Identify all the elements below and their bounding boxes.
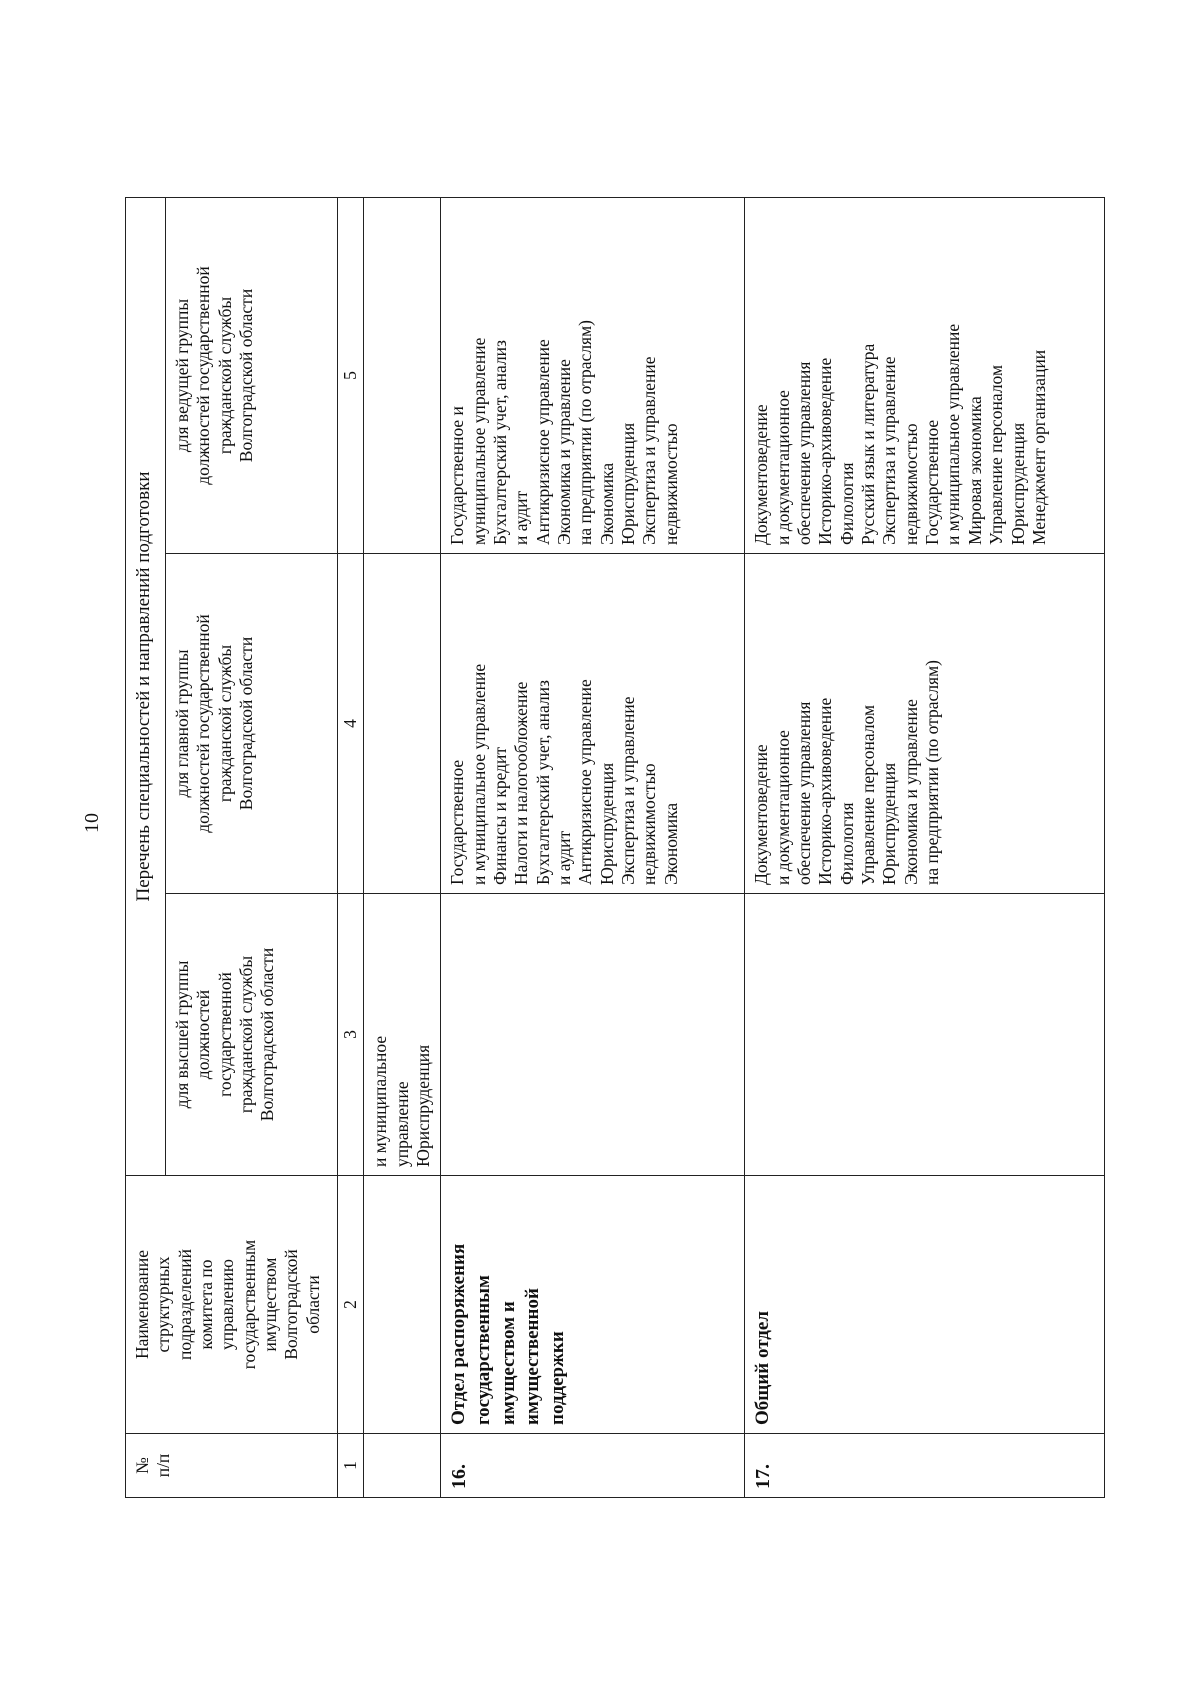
cell-line: Документоведение — [751, 744, 772, 885]
leading-group-specialties — [441, 197, 745, 553]
column-index-row — [338, 197, 364, 1497]
header-specialties-list: Перечень специальностей и направлений подготовки — [126, 197, 166, 1175]
cell-line: обеспечение управления — [794, 701, 815, 885]
header-col-highest-group — [166, 894, 338, 1176]
cell-line: Экспертиза и управление — [879, 356, 900, 545]
highest-group-specialties — [745, 894, 1105, 1176]
cell-line: № — [132, 1457, 152, 1474]
header-num — [126, 1434, 338, 1498]
cell-line: Экономика и управление — [554, 359, 575, 545]
cell-line: Экспертиза и управление — [618, 696, 639, 885]
cell-line: Юриспруденция — [596, 762, 617, 885]
cell-line: Государственное — [922, 419, 943, 545]
cell-line: Волгоградской области — [236, 636, 257, 811]
cont-num-cell — [364, 1434, 441, 1498]
main-group-specialties — [441, 554, 745, 894]
cell-line: Экономика и управление — [900, 699, 921, 885]
cell-line: Юриспруденция — [1007, 422, 1028, 545]
cont-col5-cell — [364, 197, 441, 553]
cont-name-cell — [364, 1176, 441, 1434]
cell-line: Филология — [836, 802, 857, 885]
cell-line: имуществом и — [497, 1301, 519, 1425]
cell-line: Русский язык и литература — [858, 343, 879, 545]
cell-line: комитета по — [196, 1259, 217, 1350]
cell-line: Экспертиза и управление — [639, 356, 660, 545]
cell-line: для высшей группы — [172, 960, 192, 1109]
cell-line: Юриспруденция — [618, 422, 639, 545]
continuation-row — [364, 197, 441, 1497]
column-index: 4 — [338, 554, 364, 894]
cell-line: на предприятии (по отраслям) — [575, 319, 596, 545]
table-row-17 — [745, 197, 1105, 1497]
department-name — [441, 1176, 745, 1434]
cell-line: гражданской службы — [236, 955, 257, 1114]
highest-group-specialties — [441, 894, 745, 1176]
cell-line: Финансы и кредит — [490, 746, 511, 885]
cell-line: Филология — [836, 462, 857, 545]
cell-line: муниципальное управление — [468, 337, 489, 545]
cell-line: Антикризисное управление — [575, 679, 596, 885]
column-index: 5 — [338, 197, 364, 553]
cell-line: имуществом — [260, 1257, 281, 1352]
cell-line: Бухгалтерский учет, анализ — [490, 340, 511, 545]
cell-line: Управление персоналом — [858, 704, 879, 885]
cell-line: Управление персоналом — [986, 364, 1007, 545]
cell-line: Государственное и — [447, 406, 468, 545]
header-col-main-group — [166, 554, 338, 894]
cell-line: и муниципальное — [370, 1035, 391, 1167]
cont-col4-cell — [364, 554, 441, 894]
cell-line: государственной — [214, 972, 235, 1097]
cell-line: области — [302, 1275, 323, 1334]
cell-line: для главной группы — [172, 649, 192, 798]
cell-line: Менеджмент организации — [1028, 349, 1049, 545]
cell-line: управление — [391, 1081, 412, 1167]
cont-col3-cell — [364, 894, 441, 1176]
cell-line: Юриспруденция — [879, 762, 900, 885]
header-col-leading-group — [166, 197, 338, 553]
cell-line: управлению — [217, 1259, 238, 1350]
cell-line: государственным — [473, 1275, 495, 1425]
cell-line: и документационное — [772, 730, 793, 885]
page-number: 10 — [81, 813, 103, 833]
cell-line: должностей государственной — [193, 614, 214, 833]
cell-line: Экономика — [660, 802, 681, 885]
cell-line: п/п — [153, 1453, 174, 1478]
cell-line: Историко-архивоведение — [815, 697, 836, 885]
main-group-specialties — [745, 554, 1105, 894]
cell-line: Документоведение — [751, 404, 772, 545]
cell-line: на предприятии (по отраслям) — [922, 659, 943, 885]
department-name — [745, 1176, 1105, 1434]
cell-line: структурных — [153, 1256, 174, 1353]
cell-line: Юриспруденция — [413, 1044, 434, 1167]
specialties-table — [125, 197, 1105, 1498]
cell-line: Волгоградской — [281, 1249, 302, 1360]
rotated-table-container — [125, 198, 1105, 1498]
cell-line: должностей — [193, 989, 214, 1080]
cell-line: и аудит — [511, 490, 532, 545]
table-row-16 — [441, 197, 745, 1497]
cell-line: Антикризисное управление — [532, 339, 553, 545]
cell-line: и муниципальное управление — [943, 323, 964, 545]
cell-line: гражданской службы — [214, 644, 235, 803]
cell-line: для ведущей группы — [172, 298, 192, 453]
cell-line: гражданской службы — [214, 296, 235, 455]
cell-line: Наименование — [132, 1249, 152, 1360]
cell-line: поддержки — [547, 1331, 569, 1425]
cell-line: Мировая экономика — [964, 396, 985, 545]
cell-line: Отдел распоряжения — [448, 1243, 470, 1425]
cell-line: обеспечение управления — [794, 361, 815, 545]
cell-line: и муниципальное управление — [468, 663, 489, 885]
cell-line: недвижимостью — [660, 423, 681, 545]
cell-line: имущественной — [522, 1288, 544, 1425]
cell-line: недвижимостью — [639, 763, 660, 885]
cell-line: Бухгалтерский учет, анализ — [532, 680, 553, 885]
cell-line: и документационное — [772, 390, 793, 545]
cell-line: должностей государственной — [193, 266, 214, 485]
column-index: 1 — [338, 1434, 364, 1498]
cell-line: недвижимостью — [900, 423, 921, 545]
cell-line: Общий отдел — [752, 1311, 774, 1425]
row-number: 16. — [441, 1434, 745, 1498]
header-department-name — [126, 1176, 338, 1434]
cell-line: Волгоградской области — [236, 288, 257, 463]
row-number: 17. — [745, 1434, 1105, 1498]
column-index: 2 — [338, 1176, 364, 1434]
cell-line: Государственное — [447, 759, 468, 885]
cell-line: подразделений — [174, 1249, 195, 1360]
cell-line: и аудит — [554, 830, 575, 885]
header-row-1 — [126, 197, 166, 1497]
leading-group-specialties — [745, 197, 1105, 553]
cell-line: Налоги и налогообложение — [511, 681, 532, 885]
cell-line: Волгоградской области — [257, 947, 278, 1122]
cell-line: Историко-архивоведение — [815, 357, 836, 545]
cell-line: государственным — [238, 1239, 259, 1370]
column-index: 3 — [338, 894, 364, 1176]
cell-line: Экономика — [596, 462, 617, 545]
